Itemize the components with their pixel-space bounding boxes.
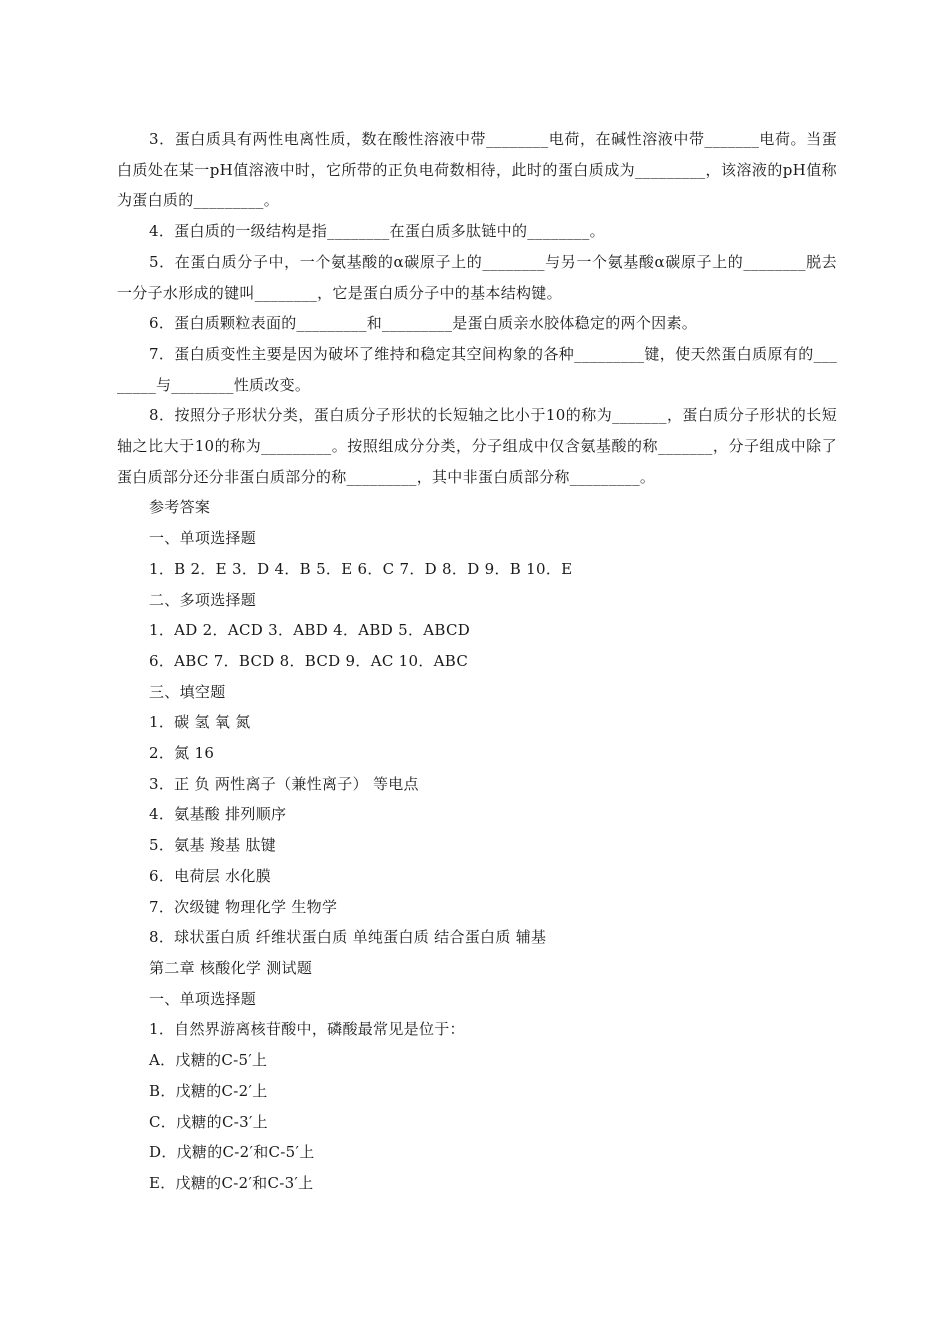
question-4: 4．蛋白质的一级结构是指________在蛋白质多肽链中的________。 [149, 222, 605, 241]
option-e: E．戊糖的C-2′和C-3′上 [149, 1173, 314, 1192]
answer-fill-2: 2．氮 16 [149, 744, 215, 763]
answers-multiple-choice-row-1: 1．AD 2．ACD 3．ABD 4．ABD 5．ABCD [149, 621, 471, 640]
option-c: C．戊糖的C-3′上 [149, 1112, 268, 1131]
answer-fill-5: 5．氨基 羧基 肽键 [149, 836, 277, 855]
answers-section-single-choice: 一、单项选择题 [149, 529, 257, 548]
chapter-title: 第二章 核酸化学 测试题 [149, 958, 313, 977]
option-b: B．戊糖的C-2′上 [149, 1081, 268, 1100]
question-3: 3．蛋白质具有两性电离性质，数在酸性溶液中带________电荷，在碱性溶液中带_______电荷。当蛋白质处在某一pH值溶液中时，它所带的正负电荷数相待，此时的蛋白质成为_________，该溶液的pH值称为蛋白质的_________。 [117, 130, 837, 210]
document-page [117, 124, 837, 1199]
answer-fill-3: 3．正 负 两性离子（兼性离子） 等电点 [149, 774, 419, 793]
question-6: 6．蛋白质颗粒表面的_________和_________是蛋白质亲水胶体稳定的两个因素。 [149, 314, 698, 333]
answer-fill-6: 6．电荷层 水化膜 [149, 866, 272, 885]
question-8: 8．按照分子形状分类，蛋白质分子形状的长短轴之比小于10的称为_______，蛋白质分子形状的长短轴之比大于10的称为_________。按照组成分分类，分子组成中仅含氨基酸的称_______，分子组成中除了蛋白质部分还分非蛋白质部分的称_________，其中非蛋白质部分称_________。 [117, 406, 837, 486]
answer-fill-8: 8．球状蛋白质 纤维状蛋白质 单纯蛋白质 结合蛋白质 辅基 [149, 928, 547, 947]
answers-single-choice-row: 1．B 2．E 3．D 4．B 5．E 6．C 7．D 8．D 9．B 10．E [149, 559, 573, 578]
answers-section-fill-blank: 三、填空题 [149, 682, 226, 701]
question-5: 5．在蛋白质分子中，一个氨基酸的α碳原子上的________与另一个氨基酸α碳原子上的________脱去一分子水形成的键叫________，它是蛋白质分子中的基本结构键。 [117, 252, 837, 302]
question-7: 7．蛋白质变性主要是因为破坏了维持和稳定其空间构象的各种_________键，使天然蛋白质原有的________与________性质改变。 [117, 344, 837, 394]
answers-heading: 参考答案 [149, 498, 211, 517]
answer-fill-4: 4．氨基酸 排列顺序 [149, 805, 287, 824]
option-a: A．戊糖的C-5′上 [149, 1051, 268, 1070]
answers-section-multiple-choice: 二、多项选择题 [149, 590, 257, 609]
option-d: D．戊糖的C-2′和C-5′上 [149, 1143, 315, 1162]
chapter-question-1: 1．自然界游离核苷酸中，磷酸最常见是位于： [149, 1020, 465, 1039]
answer-fill-1: 1．碳 氢 氧 氮 [149, 713, 251, 732]
answer-fill-7: 7．次级键 物理化学 生物学 [149, 897, 338, 916]
answers-multiple-choice-row-2: 6．ABC 7．BCD 8．BCD 9．AC 10．ABC [149, 651, 469, 670]
chapter-section-single-choice: 一、单项选择题 [149, 989, 257, 1008]
